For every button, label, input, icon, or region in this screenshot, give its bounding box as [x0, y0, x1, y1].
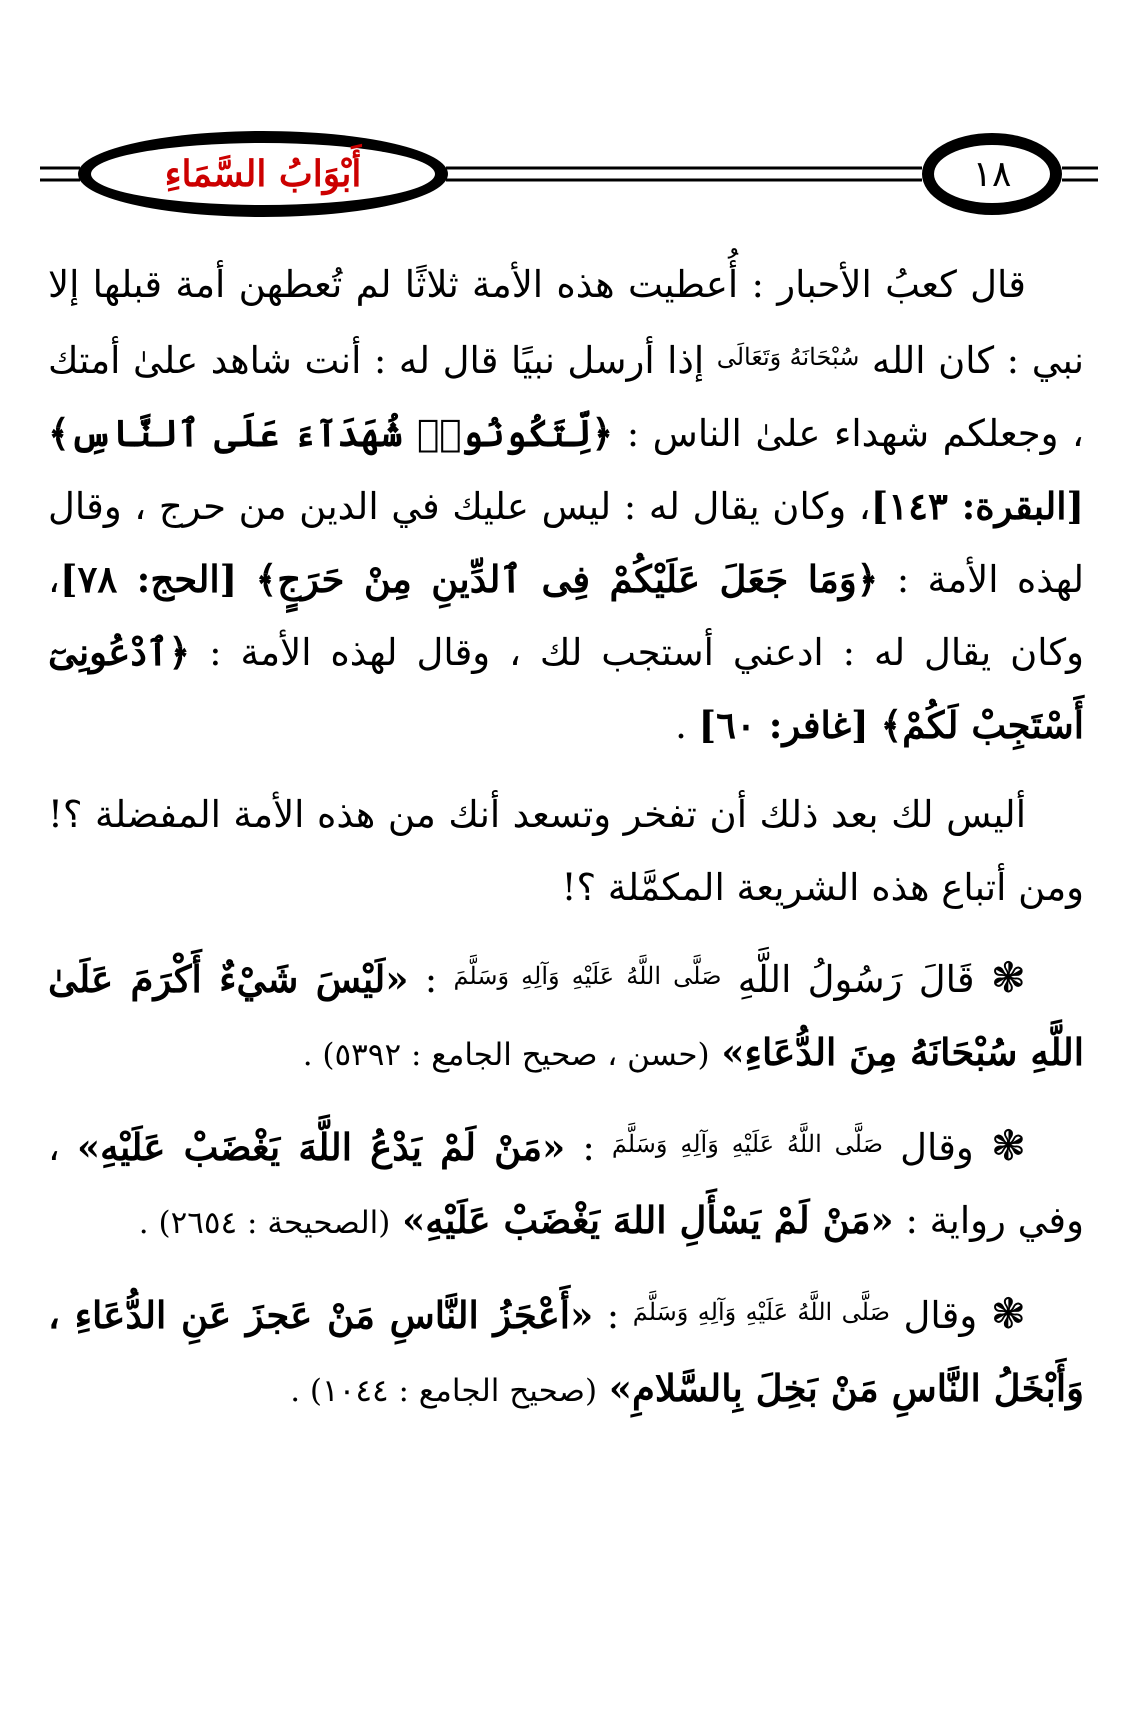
salutation-honorific: صَلَّى اللَّهُ عَلَيْهِ وَآلِهِ وَسَلَّمَ	[453, 962, 722, 990]
hadith-quote-alt: «مَنْ لَمْ يَسْأَلِ اللهَ يَغْضَبْ عَلَيْهِ»	[402, 1198, 894, 1242]
flower-bullet-icon: ❃	[990, 1289, 1026, 1338]
hadith-lead: وقال	[900, 1126, 974, 1169]
page-header	[0, 125, 1132, 225]
paragraph-text: ، وكان يقال له : ادعني أستجب لك ، وقال لهذه الأمة :	[48, 558, 1085, 674]
hadith-lead: وقال	[903, 1294, 978, 1337]
flower-bullet-icon: ❃	[990, 1121, 1027, 1170]
quran-quote: ﴿لِّتَكُونُوا۟ شُهَدَآءَ عَلَى ٱلنَّاسِ﴾	[48, 411, 614, 455]
hadith-source: (الصحيحة : ٢٦٥٤) .	[138, 1205, 391, 1241]
paragraph-text: ، وكان يقال له : ليس عليك في الدين من حرج ، وقال لهذه الأمة :	[48, 485, 1085, 601]
quran-quote: ﴿ٱدْعُونِىٓ أَسْتَجِبْ لَكُمْ﴾	[48, 630, 1084, 747]
hadith-colon: :	[606, 1294, 620, 1337]
hadith-item	[48, 1276, 1084, 1428]
page-number: ١٨	[972, 154, 1012, 195]
salutation-honorific: صَلَّى اللَّهُ عَلَيْهِ وَآلِهِ وَسَلَّمَ	[632, 1298, 890, 1326]
paragraph-reflection: أليس لك بعد ذلك أن تفخر وتسعد أنك من هذه الأمة المفضلة ؟! ومن أتباع هذه الشريعة المكمَّلة ؟!	[48, 793, 1084, 909]
hadith-item	[48, 940, 1084, 1092]
hadith-source: (صحيح الجامع : ١٠٤٤) .	[290, 1373, 598, 1409]
hadith-quote: «أَعْجَزُ النَّاسِ مَنْ عَجزَ عَنِ الدُّعَاءِ ، وَأَبْخَلُ النَّاسِ مَنْ بَخِلَ بِالسَّلامِ»	[48, 1293, 1084, 1410]
hadith-middle: ، وفي رواية :	[48, 1126, 1084, 1242]
running-title: أَبْوَابُ السَّمَاءِ	[164, 153, 362, 195]
hadith-source: (حسن ، صحيح الجامع : ٥٣٩٢) .	[302, 1037, 710, 1073]
hadith-quote: «مَنْ لَمْ يَدْعُ اللَّهَ يَغْضَبْ عَلَيْهِ»	[77, 1125, 566, 1169]
paragraph-kaab	[48, 248, 1084, 762]
flower-bullet-icon: ❃	[990, 953, 1026, 1002]
hadith-item	[48, 1108, 1084, 1260]
paragraph-text: إذا أرسل نبيًا قال له : أنت شاهد علىٰ أمتك ، وجعلكم شهداء علىٰ الناس :	[48, 339, 1084, 455]
paragraph-end: .	[675, 704, 687, 747]
quran-reference: [غافر: ٦٠]	[698, 703, 869, 747]
page-body	[48, 248, 1084, 1428]
salutation-honorific: صَلَّى اللَّهُ عَلَيْهِ وَآلِهِ وَسَلَّمَ	[611, 1130, 884, 1158]
quran-quote: ﴿وَمَا جَعَلَ عَلَيْكُمْ فِى ٱلدِّينِ مِنْ حَرَجٍ﴾	[255, 557, 879, 601]
paragraph-intro: قال كعبُ الأحبار : أُعطيت هذه الأمة ثلاثًا لم تُعطهن أمة قبلها إلا نبي : كان الله	[48, 263, 1084, 382]
hadith-quote: «لَيْسَ شَيْءٌ أَكْرَمَ عَلَىٰ اللَّهِ سُبْحَانَهُ مِنَ الدُّعَاءِ»	[48, 957, 1084, 1074]
quran-reference: [البقرة: ١٤٣]	[870, 484, 1084, 528]
hadith-lead: قَالَ رَسُولُ اللَّهِ	[737, 958, 975, 1001]
quran-reference: [الحج: ٧٨]	[59, 557, 238, 601]
deity-honorific: سُبْحَانَهُ وَتَعَالَى	[716, 343, 860, 371]
hadith-colon: :	[582, 1126, 595, 1169]
hadith-colon: :	[424, 958, 438, 1001]
